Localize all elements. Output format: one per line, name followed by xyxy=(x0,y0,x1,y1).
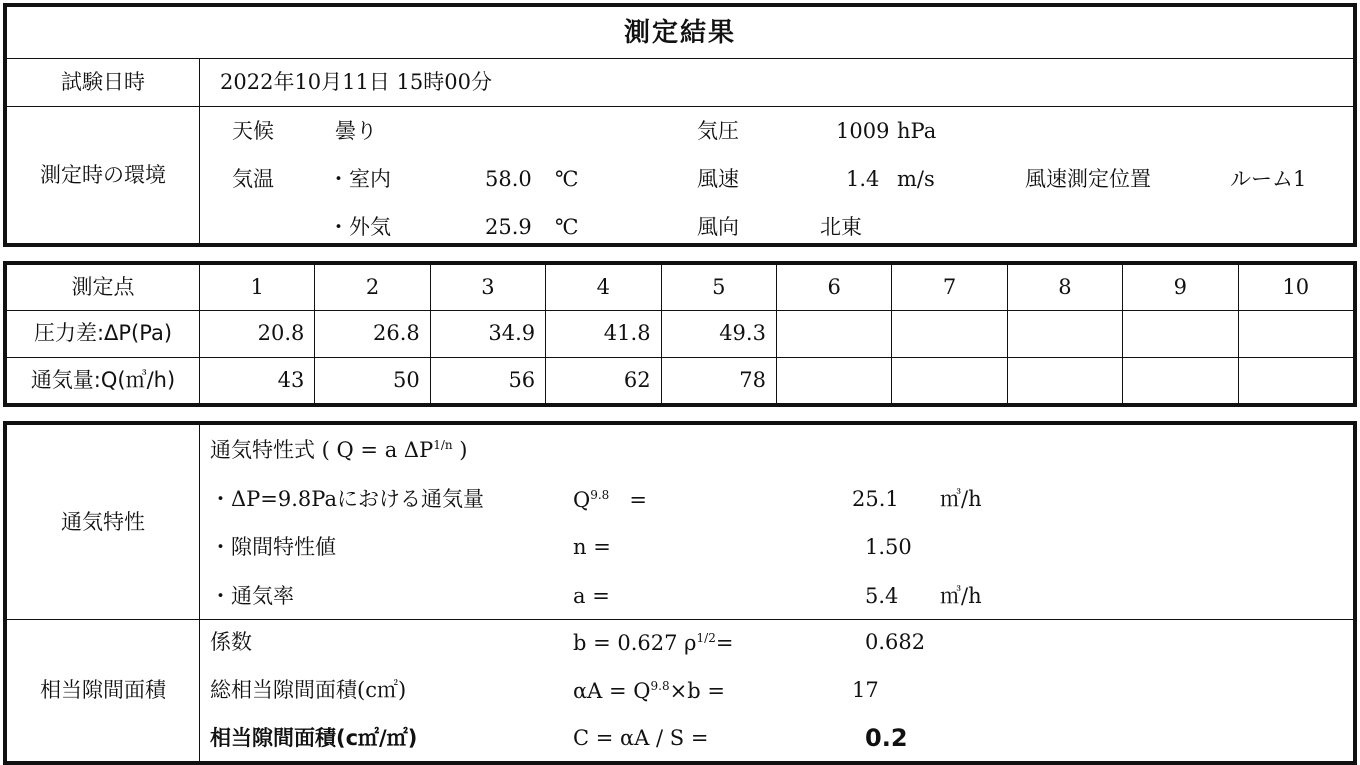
point-cell: 1 xyxy=(200,265,315,311)
ventilation-label: 通気特性 xyxy=(7,425,200,620)
point-cell: 8 xyxy=(1007,265,1122,311)
flow-cell xyxy=(892,357,1007,403)
pressure-cell: 26.8 xyxy=(315,311,430,357)
wind-dir-value: 北東 xyxy=(820,215,862,239)
page-title: 測定結果 xyxy=(7,7,1354,59)
gap-area-cell xyxy=(200,620,1354,762)
flow-cell xyxy=(1238,357,1353,403)
point-cell: 6 xyxy=(776,265,891,311)
flow-label: 通気量:Q(㎥/h) xyxy=(7,357,200,403)
measurement-block xyxy=(3,261,1357,407)
coef-value: 0.682 xyxy=(865,630,926,654)
environment-cell xyxy=(200,107,1354,244)
indoor-label: ・室内 xyxy=(328,167,391,191)
ventilation-cell xyxy=(200,425,1354,620)
flow-cell: 78 xyxy=(661,357,776,403)
a-label: ・通気率 xyxy=(210,584,294,608)
pressure-cell: 49.3 xyxy=(661,311,776,357)
c-value: 0.2 xyxy=(865,724,908,752)
n-value: 1.50 xyxy=(865,535,912,559)
pressure-cell: 20.8 xyxy=(200,311,315,357)
pressure-cell: 41.8 xyxy=(546,311,661,357)
gap-area-label: 相当隙間面積 xyxy=(7,620,200,762)
pressure-cell: 34.9 xyxy=(430,311,545,357)
c-formula: C = αA / S = xyxy=(573,726,709,750)
coef-label: 係数 xyxy=(210,630,252,654)
flow-cell: 50 xyxy=(315,357,430,403)
q98-value: 25.1 xyxy=(852,487,899,511)
total-area-label: 総相当隙間面積(c㎡) xyxy=(210,678,407,702)
pressure-cell xyxy=(1238,311,1353,357)
wind-speed-label: 風速 xyxy=(697,167,739,191)
a-value: 5.4 xyxy=(865,584,899,608)
point-row xyxy=(7,265,1354,311)
pressure-cell xyxy=(1007,311,1122,357)
point-cell: 10 xyxy=(1238,265,1353,311)
pressure-diff-label: 圧力差:ΔP(Pa) xyxy=(7,311,200,357)
flow-cell: 56 xyxy=(430,357,545,403)
pressure-cell xyxy=(1123,311,1238,357)
flow-row xyxy=(7,357,1354,403)
n-symbol: n = xyxy=(573,535,611,559)
pressure-value: 1009 xyxy=(836,119,890,143)
q98-unit: ㎥/h xyxy=(940,487,982,511)
flow-cell: 62 xyxy=(546,357,661,403)
test-date-value: 2022年10月11日 15時00分 xyxy=(200,59,1354,107)
q98-symbol: $Q^{9.8}$ = xyxy=(573,488,647,512)
point-cell: 5 xyxy=(661,265,776,311)
total-area-formula: $\alpha A = Q^{9.8}\times b$ = xyxy=(573,679,725,703)
a-symbol: a = xyxy=(573,584,610,608)
indoor-value: 58.0 xyxy=(485,167,532,191)
wind-speed-value: 1.4 xyxy=(846,167,880,191)
wind-pos-label: 風速測定位置 xyxy=(1025,167,1151,191)
pressure-row xyxy=(7,311,1354,357)
wind-speed-unit: m/s xyxy=(897,167,935,191)
point-cell: 9 xyxy=(1123,265,1238,311)
flow-cell xyxy=(776,357,891,403)
weather-value: 曇り xyxy=(335,119,377,143)
coef-formula: b = 0.627 $\rho^{1/2}=$ xyxy=(573,631,734,655)
a-unit: ㎥/h xyxy=(940,584,982,608)
temp-label: 気温 xyxy=(232,167,274,191)
weather-label: 天候 xyxy=(232,119,274,143)
outdoor-label: ・外気 xyxy=(328,215,391,239)
indoor-unit: ℃ xyxy=(555,167,579,191)
n-label: ・隙間特性値 xyxy=(210,535,336,559)
outdoor-value: 25.9 xyxy=(485,215,532,239)
q98-label: ・ΔP=9.8Paにおける通気量 xyxy=(210,487,484,511)
environment-label: 測定時の環境 xyxy=(7,107,200,244)
wind-dir-label: 風向 xyxy=(697,215,739,239)
point-cell: 4 xyxy=(546,265,661,311)
point-cell: 7 xyxy=(892,265,1007,311)
c-value-label: 相当隙間面積(c㎡/㎡) xyxy=(210,726,418,750)
flow-cell: 43 xyxy=(200,357,315,403)
point-cell: 3 xyxy=(430,265,545,311)
total-area-value: 17 xyxy=(852,678,879,702)
result-block xyxy=(3,421,1357,765)
wind-pos-value: ルーム1 xyxy=(1230,167,1307,191)
flow-cell xyxy=(1123,357,1238,403)
point-cell: 2 xyxy=(315,265,430,311)
pressure-cell xyxy=(776,311,891,357)
formula-line: 通気特性式 ( Q = a $\Delta P^{1/n}$ ) xyxy=(210,438,468,462)
header-block xyxy=(3,3,1357,247)
point-label: 測定点 xyxy=(7,265,200,311)
pressure-cell xyxy=(892,311,1007,357)
test-date-label: 試験日時 xyxy=(7,59,200,107)
pressure-unit: hPa xyxy=(897,119,937,143)
pressure-label: 気圧 xyxy=(697,119,739,143)
outdoor-unit: ℃ xyxy=(555,215,579,239)
flow-cell xyxy=(1007,357,1122,403)
